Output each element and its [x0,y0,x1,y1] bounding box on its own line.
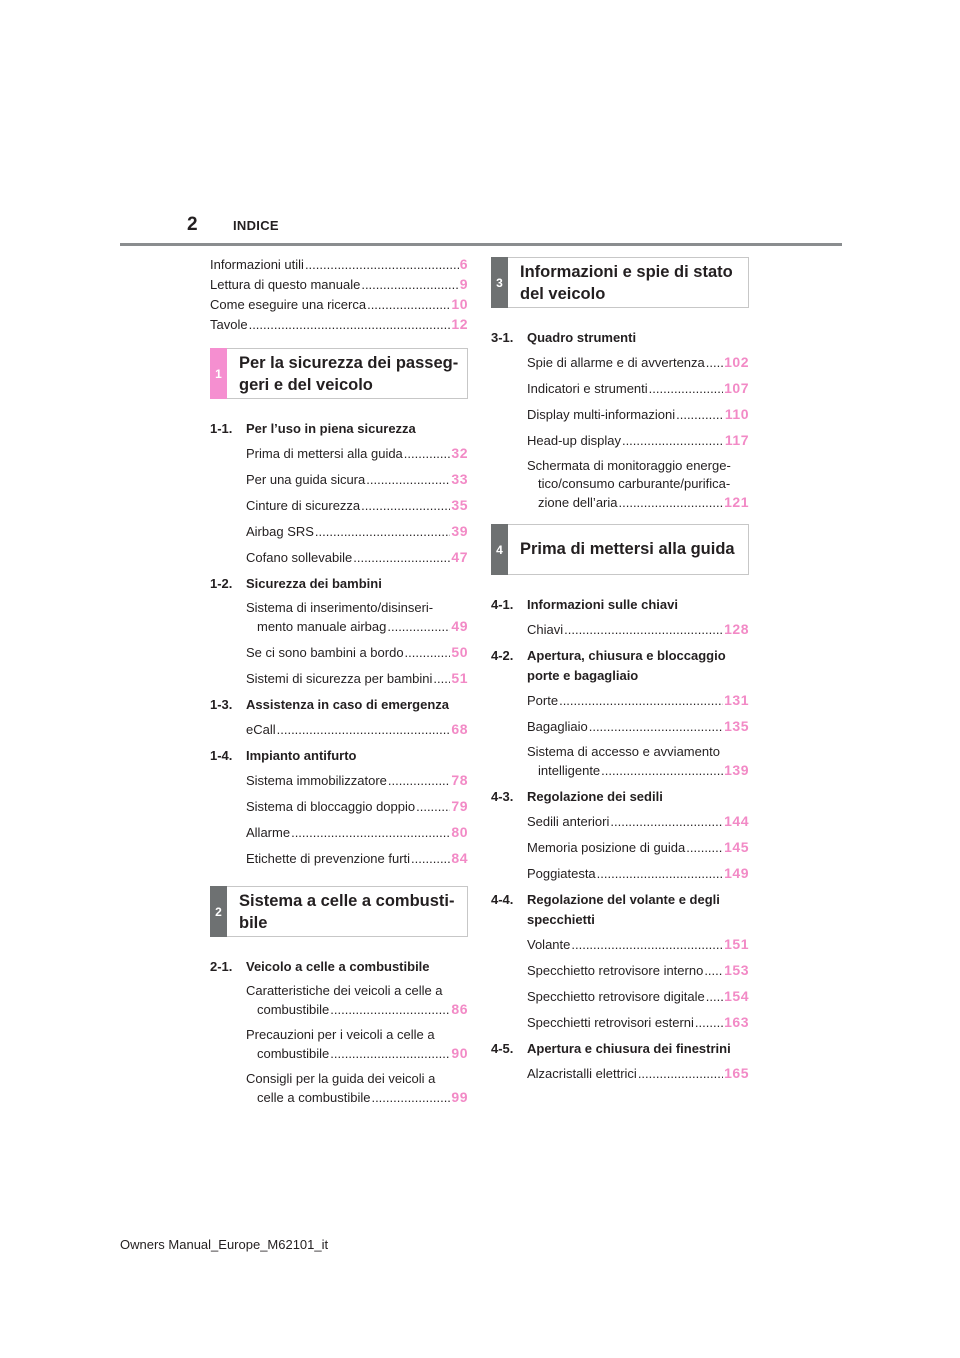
toc-entry[interactable] [527,717,749,736]
chapter-tab: 2 [210,886,227,937]
toc-entry[interactable] [246,669,468,688]
section-items [527,935,749,1032]
toc-entry[interactable] [246,823,468,842]
leader-dots [601,762,723,780]
toc-entry-label: Etichette di prevenzione furti [246,851,411,866]
toc-entry-label: combustibile [257,1002,330,1017]
section-items [527,353,749,512]
toc-page-link[interactable]: 68 [451,721,468,737]
section-heading[interactable] [491,1039,749,1059]
toc-entry-label: combustibile [257,1046,330,1061]
page-header-title: INDICE [233,218,279,233]
leader-dots [622,432,724,450]
toc-entry[interactable] [527,743,749,780]
leader-dots [371,1089,450,1107]
toc-entry-label: Allarme [246,825,291,840]
toc-entry-label: Lettura di questo manuale [210,277,361,292]
section-number: 1-1. [210,421,233,436]
toc-page-link[interactable]: 78 [451,772,468,788]
toc-entry[interactable] [210,295,468,314]
section-heading[interactable] [210,419,468,439]
toc-entry[interactable] [527,1013,749,1032]
toc-entry[interactable] [210,255,468,274]
leader-dots [695,1014,723,1032]
toc-entry-label: Bagagliaio [527,719,588,734]
leader-dots [416,798,450,816]
leader-dots [638,1065,723,1083]
section-number: 4-1. [491,597,514,612]
toc-page-link[interactable]: 154 [724,988,749,1004]
toc-page-link[interactable]: 39 [451,523,468,539]
leader-dots [277,721,451,739]
chapter-3-box[interactable] [491,257,749,308]
toc-page-link[interactable]: 110 [724,406,749,422]
toc-entry-label: Come eseguire una ricerca [210,297,367,312]
leader-dots [405,644,451,662]
leader-dots [433,670,450,688]
toc-entry-label: mento manuale airbag [257,619,387,634]
chapter-tab: 3 [491,257,508,308]
toc-section [210,695,468,739]
toc-entry-label: Se ci sono bambini a bordo [246,645,404,660]
chapter-title: Prima di mettersi alla guida [520,540,735,558]
toc-entry-label: Spie di allarme e di avvertenza [527,355,705,370]
toc-section [210,574,468,688]
section-heading[interactable] [491,595,749,615]
section-number: 1-2. [210,576,233,591]
toc-entry-last-line[interactable] [527,493,749,512]
toc-entry-label: Specchietti retrovisori esterni [527,1015,694,1030]
chapter-2-box[interactable] [210,886,468,937]
toc-page-link[interactable]: 163 [724,1014,749,1030]
leader-dots [597,865,723,883]
toc-entry-label: Specchietto retrovisore digitale [527,989,705,1004]
chapter-tab: 4 [491,524,508,575]
leader-dots [330,1001,450,1019]
leader-dots [387,618,450,636]
section-number: 1-3. [210,697,233,712]
toc-entry-label: Cinture di sicurezza [246,498,361,513]
toc-page-link[interactable]: 51 [451,670,468,686]
section-heading[interactable] [491,890,749,930]
toc-entry[interactable] [210,275,468,294]
toc-entry-label: Porte [527,693,559,708]
chapter-title: Informazioni e spie di stato del veicolo [520,263,733,303]
leader-dots [704,962,723,980]
toc-entry-label: Memoria posizione di guida [527,840,686,855]
leader-dots [388,772,451,790]
leader-dots [411,850,450,868]
toc-page-link[interactable]: 47 [451,549,468,565]
toc-page-link[interactable]: 99 [451,1089,468,1105]
toc-entry-label-line: Sistema di inserimento/disinseri- [246,600,434,615]
toc-section [491,595,749,639]
toc-entry-label: Airbag SRS [246,524,314,539]
toc-entry-label: eCall [246,722,276,737]
section-title: Regolazione dei sedili [527,789,663,804]
toc-entry[interactable] [527,353,749,372]
toc-section [491,787,749,883]
toc-entry[interactable] [246,1026,468,1063]
header-rule [120,243,842,246]
section-number: 2-1. [210,959,233,974]
toc-entry-last-line[interactable] [246,617,468,636]
chapter-tab: 1 [210,348,227,399]
section-heading[interactable] [210,695,468,715]
toc-page-link[interactable]: 107 [724,380,749,396]
toc-entry[interactable] [527,812,749,831]
toc-page-link[interactable]: 33 [451,471,468,487]
toc-entry[interactable] [527,379,749,398]
section-title: Informazioni sulle chiavi [527,597,678,612]
intro-list [210,255,468,334]
section-number: 1-4. [210,748,233,763]
toc-page-link[interactable]: 80 [451,824,468,840]
toc-section [491,890,749,1032]
section-number: 4-4. [491,892,514,907]
toc-entry-label: Prima di mettersi alla guida [246,446,403,461]
toc-page-link[interactable]: 84 [451,850,468,866]
toc-entry-label: Tavole [210,317,248,332]
toc-entry[interactable] [246,982,468,1019]
toc-page-link[interactable]: 90 [451,1045,468,1061]
section-title: Impianto antifurto [246,748,357,763]
toc-entry-label: Poggiatesta [527,866,596,881]
section-title: Veicolo a celle a combustibile [246,959,430,974]
leader-dots [589,718,723,736]
chapter-4-box[interactable] [491,524,749,575]
toc-entry[interactable] [246,720,468,739]
toc-entry[interactable] [527,864,749,883]
toc-page-link[interactable]: 165 [724,1065,749,1081]
toc-entry[interactable] [246,522,468,541]
section-items [246,771,468,868]
toc-section [210,419,468,567]
leader-dots [619,494,724,512]
toc-entry[interactable] [527,457,749,512]
toc-entry[interactable] [246,496,468,515]
toc-entry-label: Head-up display [527,433,621,448]
leader-dots [571,936,723,954]
section-items [527,812,749,883]
toc-entry-label: Per una guida sicura [246,472,366,487]
section-title: Per l’uso in piena sicurezza [246,421,416,436]
page-number: 2 [187,214,198,235]
leader-dots [315,523,451,541]
leader-dots [706,354,723,372]
toc-entry[interactable] [246,643,468,662]
toc-entry[interactable] [246,470,468,489]
toc-entry[interactable] [527,935,749,954]
toc-entry-label-line: Consigli per la guida dei veicoli a [246,1071,436,1086]
toc-section [210,746,468,868]
toc-entry-label: Cofano sollevabile [246,550,353,565]
toc-entry-label: Volante [527,937,571,952]
toc-page-link[interactable]: 117 [724,432,749,448]
toc-page-link[interactable]: 144 [724,813,749,829]
section-title: Sicurezza dei bambini [246,576,382,591]
toc-page-link[interactable]: 35 [451,497,468,513]
leader-dots [353,549,450,567]
toc-page-link[interactable]: 153 [724,962,749,978]
section-number: 4-3. [491,789,514,804]
leader-dots [649,380,723,398]
toc-entry-label: Sistema di bloccaggio doppio [246,799,416,814]
toc-page-link[interactable]: 86 [451,1001,468,1017]
toc-entry[interactable] [246,1070,468,1107]
section-items [527,1064,749,1083]
toc-entry[interactable] [527,431,749,450]
leader-dots [330,1045,450,1063]
page-footer: Owners Manual_Europe_M62101_it [120,1237,329,1252]
chapter-1-box[interactable] [210,348,468,399]
toc-entry-label: zione dell’aria [538,495,618,510]
toc-entry[interactable] [527,620,749,639]
leader-dots [366,471,450,489]
leader-dots [249,316,451,334]
toc-entry-label: Alzacristalli elettrici [527,1066,637,1081]
toc-entry-label: Sedili anteriori [527,814,610,829]
toc-entry[interactable] [527,405,749,424]
leader-dots [367,296,450,314]
toc-entry-label: Indicatori e strumenti [527,381,648,396]
toc-section [491,328,749,512]
section-heading[interactable] [491,787,749,807]
section-heading[interactable] [210,574,468,594]
toc-page-link[interactable]: 79 [451,798,468,814]
toc-entry-label: Informazioni utili [210,257,304,272]
toc-entry[interactable] [527,1064,749,1083]
toc-entry-label-line: Sistema di accesso e avviamento [527,744,720,759]
toc-page-link[interactable]: 149 [724,865,749,881]
toc-section [210,957,468,1107]
toc-page-link[interactable]: 151 [724,936,749,952]
toc-entry-label-line: Caratteristiche dei veicoli a celle a [246,983,443,998]
toc-entry[interactable] [527,691,749,710]
toc-entry[interactable] [527,987,749,1006]
toc-section [491,646,749,780]
toc-entry-label-line: Precauzioni per i veicoli a celle a [246,1027,435,1042]
toc-entry-label: intelligente [538,763,601,778]
section-heading[interactable] [210,957,468,977]
toc-page-link[interactable]: 50 [451,644,468,660]
toc-entry-label: Specchietto retrovisore interno [527,963,704,978]
toc-entry[interactable] [246,548,468,567]
toc-page-link[interactable]: 49 [451,618,468,634]
leader-dots [610,813,723,831]
leader-dots [686,839,723,857]
section-title: Apertura e chiusura dei finestrini [527,1041,731,1056]
chapter-title: Per la sicurezza dei passeg- geri e del veicolo [239,354,459,394]
toc-entry[interactable] [246,849,468,868]
section-items [527,620,749,639]
section-items [246,982,468,1107]
toc-entry-last-line[interactable] [246,1088,468,1107]
section-title: Assistenza in caso di emergenza [246,697,450,712]
toc-entry[interactable] [246,599,468,636]
section-number: 4-2. [491,648,514,663]
section-title: Quadro strumenti [527,330,637,345]
section-number: 3-1. [491,330,514,345]
leader-dots [361,276,458,294]
toc-page-link[interactable]: 32 [451,445,468,461]
toc-entry[interactable] [246,444,468,463]
toc-entry-label: Display multi-informazioni [527,407,676,422]
toc-page-link[interactable]: 145 [724,839,749,855]
toc-entry-label-line: tico/consumo carburante/purifica- [538,476,731,491]
toc-page-link[interactable]: 121 [724,494,749,510]
leader-dots [305,256,459,274]
toc-page-link[interactable]: 135 [724,718,749,734]
leader-dots [706,988,723,1006]
toc-entry-label: Sistemi di sicurezza per bambini [246,671,433,686]
section-title: Apertura, chiusura e bloccaggio porte e bagagliaio [527,648,726,683]
toc-entry-last-line[interactable] [246,1000,468,1019]
leader-dots [564,621,723,639]
chapter-title: Sistema a celle a combusti- bile [239,892,455,932]
leader-dots [676,406,724,424]
toc-page-link[interactable]: 10 [451,296,468,312]
section-items [246,720,468,739]
toc-page-link[interactable]: 12 [451,316,468,332]
leader-dots [291,824,450,842]
toc-left-column [210,255,468,1114]
leader-dots [404,445,451,463]
toc-entry-last-line[interactable] [246,1044,468,1063]
toc-entry-label: Sistema immobilizzatore [246,773,387,788]
toc-entry[interactable] [246,771,468,790]
section-items [246,444,468,567]
toc-entry[interactable] [527,838,749,857]
toc-page-link[interactable]: 139 [724,762,749,778]
toc-entry-label: Chiavi [527,622,564,637]
toc-page-link[interactable]: 102 [724,354,749,370]
toc-page-link[interactable]: 131 [724,692,749,708]
section-heading[interactable] [210,746,468,766]
toc-entry[interactable] [210,315,468,334]
section-heading[interactable] [491,646,749,686]
section-title: Regolazione del volante e degli specchietti [527,892,720,927]
toc-right-column [491,257,749,1090]
section-heading[interactable] [491,328,749,348]
leader-dots [559,692,723,710]
section-number: 4-5. [491,1041,514,1056]
toc-page-link[interactable]: 6 [459,256,468,272]
leader-dots [361,497,450,515]
toc-section [491,1039,749,1083]
section-items [527,691,749,780]
toc-entry-label: celle a combustibile [257,1090,371,1105]
toc-page-link[interactable]: 128 [724,621,749,637]
toc-entry-label-line: Schermata di monitoraggio energe- [527,458,731,473]
toc-entry-last-line[interactable] [527,761,749,780]
toc-entry[interactable] [527,961,749,980]
toc-entry[interactable] [246,797,468,816]
toc-page-link[interactable]: 9 [459,276,468,292]
section-items [246,599,468,688]
